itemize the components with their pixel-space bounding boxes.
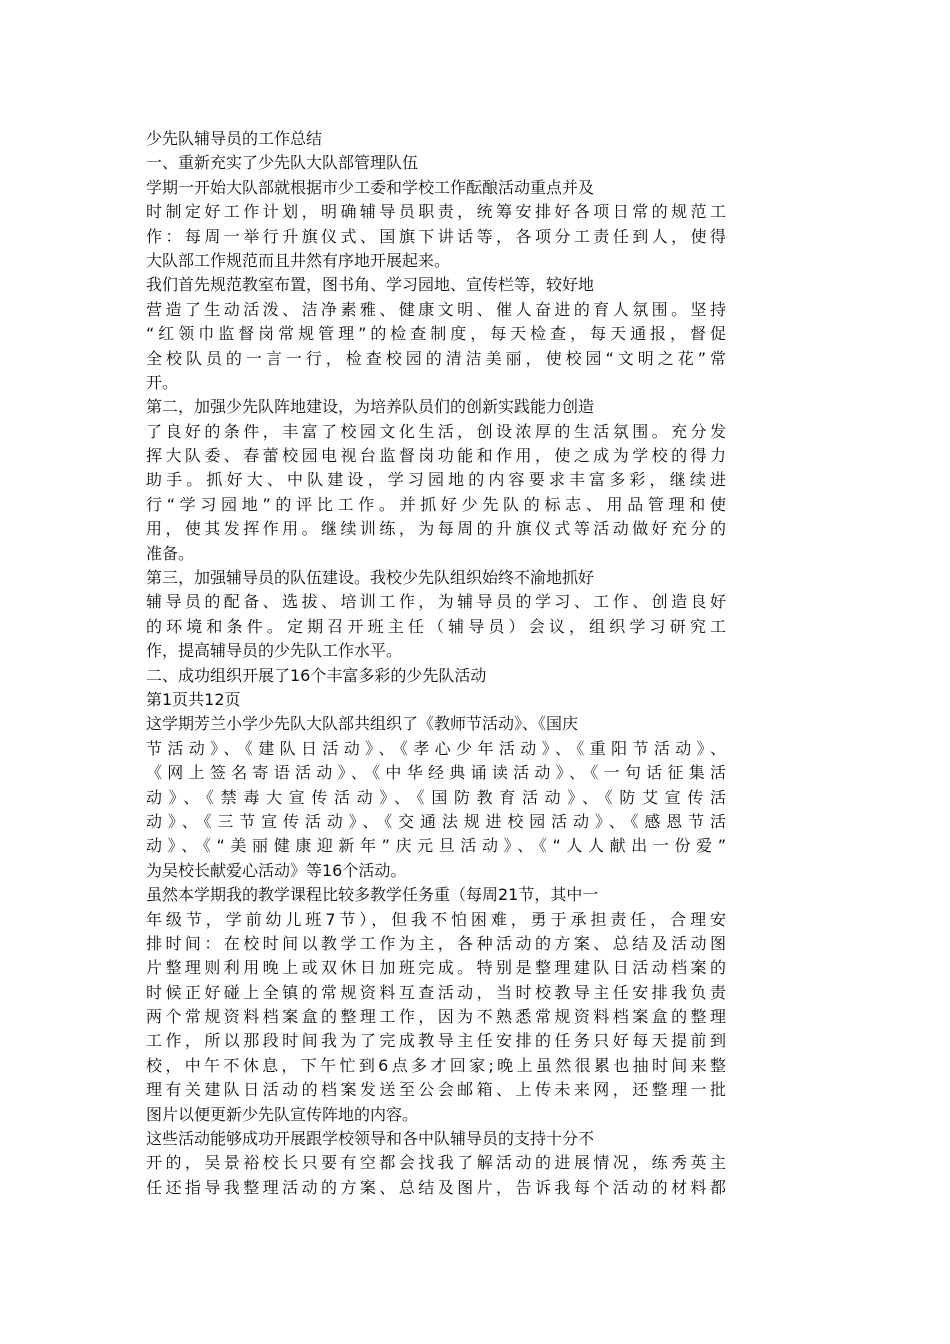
- text-line: 助手。抓好大、中队建设，学习园地的内容要求丰富多彩，继续进: [146, 470, 726, 490]
- text-line: 这学期芳兰小学少先队大队部共组织了《教师节活动》、《国庆: [146, 714, 579, 734]
- text-line: 开。: [146, 372, 179, 392]
- text-line: 时候正好碰上全镇的常规资料互查活动，当时校教导主任安排我负责: [146, 982, 726, 1002]
- text-line: 任还指导我整理活动的方案、总结及图片，告诉我每个活动的材料都: [146, 1177, 726, 1197]
- text-line: 的环境和条件。定期召开班主任（辅导员）会议，组织学习研究工: [146, 616, 726, 636]
- text-line: 营造了生动活泼、洁净素雅、健康文明、催人奋进的育人氛围。坚持: [146, 299, 726, 319]
- text-line: 片整理则利用晚上或双休日加班完成。特别是整理建队日活动档案的: [146, 958, 726, 978]
- text-line: 行“学习园地”的评比工作。并抓好少先队的标志、用品管理和使: [146, 494, 726, 514]
- text-line: “红领巾监督岗常规管理”的检查制度，每天检查，每天通报，督促: [146, 324, 726, 344]
- text-line: 理有关建队日活动的档案发送至公会邮箱、上传未来网，还整理一批: [146, 1080, 726, 1100]
- text-line: 校，中午不休息，下午忙到6点多才回家;晚上虽然很累也抽时间来整: [146, 1055, 726, 1075]
- text-line: 工作，所以那段时间我为了完成教导主任安排的任务只好每天提前到: [146, 1031, 726, 1051]
- text-line: 第1页共12页: [146, 689, 241, 709]
- text-line: 第二，加强少先队阵地建设，为培养队员们的创新实践能力创造: [146, 397, 595, 417]
- text-line: 动》、《“美丽健康迎新年”庆元旦活动》、《“人人献出一份爱”: [146, 836, 726, 856]
- document-page: [146, 127, 726, 1200]
- text-line: 开的，吴景裕校长只要有空都会找我了解活动的进展情况，练秀英主: [146, 1153, 726, 1173]
- text-line: 一、重新充实了少先队大队部管理队伍: [146, 153, 419, 173]
- text-line: 作：每周一举行升旗仪式、国旗下讲话等，各项分工责任到人，使得: [146, 226, 726, 246]
- text-line: 作，提高辅导员的少先队工作水平。: [146, 641, 403, 661]
- text-line: 年级节，学前幼儿班7节），但我不怕困难，勇于承担责任，合理安: [146, 909, 726, 929]
- text-line: 为吴校长献爱心活动》等16个活动。: [146, 860, 407, 880]
- text-line: 辅导员的配备、选拔、培训工作，为辅导员的学习、工作、创造良好: [146, 592, 726, 612]
- text-line: 用，使其发挥作用。继续训练，为每周的升旗仪式等活动做好充分的: [146, 519, 726, 539]
- text-line: 全校队员的一言一行，检查校园的清洁美丽，使校园“文明之花”常: [146, 348, 726, 368]
- text-line: 挥大队委、春蕾校园电视台监督岗功能和作用，使之成为学校的得力: [146, 446, 726, 466]
- text-line: 学期一开始大队部就根据市少工委和学校工作酝酿活动重点并及: [146, 177, 595, 197]
- text-line: 这些活动能够成功开展跟学校领导和各中队辅导员的支持十分不: [146, 1129, 595, 1149]
- text-line: 第三，加强辅导员的队伍建设。我校少先队组织始终不渝地抓好: [146, 568, 595, 588]
- text-line: 动》、《三节宣传活动》、《交通法规进校园活动》、《感恩节活: [146, 811, 726, 831]
- text-line: 节活动》、《建队日活动》、《孝心少年活动》、《重阳节活动》、: [146, 738, 726, 758]
- text-line: 准备。: [146, 543, 195, 563]
- text-line: 两个常规资料档案盒的整理工作，因为不熟悉常规资料档案盒的整理: [146, 1007, 726, 1027]
- text-line: 二、成功组织开展了16个丰富多彩的少先队活动: [146, 665, 487, 685]
- text-line: 《网上签名寄语活动》、《中华经典诵读活动》、《一句话征集活: [146, 763, 726, 783]
- text-line: 了良好的条件，丰富了校园文化生活，创设浓厚的生活氛围。充分发: [146, 421, 726, 441]
- text-line: 时制定好工作计划，明确辅导员职责，统筹安排好各项日常的规范工: [146, 202, 726, 222]
- text-line: 排时间：在校时间以教学工作为主，各种活动的方案、总结及活动图: [146, 933, 726, 953]
- text-line: 动》、《禁毒大宣传活动》、《国防教育活动》、《防艾宣传活: [146, 787, 726, 807]
- text-line: 虽然本学期我的教学课程比较多教学任务重（每周21节，其中一: [146, 885, 599, 905]
- text-line: 图片以便更新少先队宣传阵地的内容。: [146, 1104, 419, 1124]
- document-title: 少先队辅导员的工作总结: [146, 129, 323, 148]
- text-line: 我们首先规范教室布置，图书角、学习园地、宣传栏等，较好地: [146, 275, 595, 295]
- text-line: 大队部工作规范而且井然有序地开展起来。: [146, 250, 451, 270]
